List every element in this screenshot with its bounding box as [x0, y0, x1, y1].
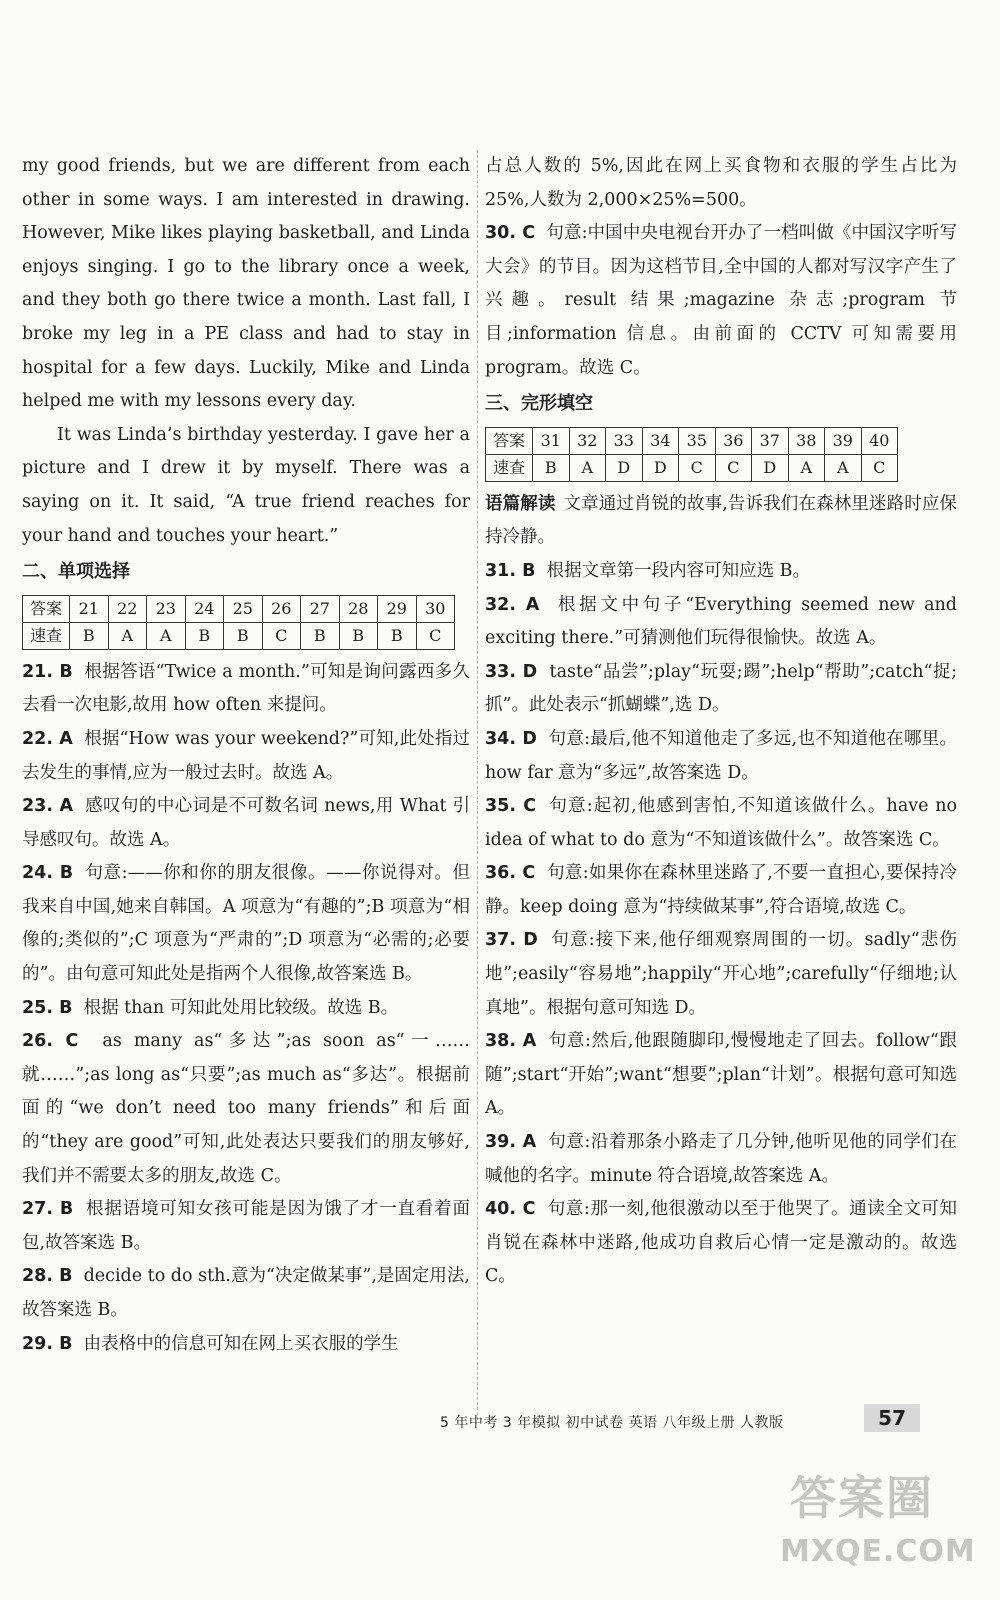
item-number: 39. A — [485, 1132, 537, 1153]
item-text: 感叹句的中心词是不可数名词 news,用 What 引导感叹句。故选 A。 — [22, 796, 470, 850]
item-number: 38. A — [485, 1031, 537, 1052]
table-answer: A — [825, 454, 862, 481]
passage-paragraph-1: my good friends, but we are different from each other in some ways. I am interested in drawing. However, Mike likes playing basketball, and Linda enjoys singing. I go to the library once a week, and they both go there twice a month. Last fall, I broke my leg in a PE class and had to stay in hospital for a few days. Luckily, Mike and Linda helped me with my lessons every day. — [22, 156, 470, 412]
item-number: 31. B — [485, 560, 536, 581]
item-number: 37. D — [485, 930, 538, 951]
table-answer: B — [224, 622, 263, 649]
item-number: 32. A — [485, 594, 540, 615]
item-text: taste“品尝”;play“玩耍;踢”;help“帮助”;catch“捉;抓”。此处表示“抓蝴蝶”,选 D。 — [485, 661, 957, 716]
passage-analysis-text: 文章通过肖锐的故事,告诉我们在森林里迷路时应保持冷静。 — [485, 493, 958, 548]
left-column — [22, 150, 470, 1361]
passage-analysis-tag: 语篇解读 — [485, 493, 556, 514]
item-text: 句意:中国中央电视台开办了一档叫做《中国汉字听写大会》的节目。因为这档节目,全中国的人都对写汉字产生了兴趣。result 结果;magazine 杂志;program 节目;information 信息。由前面的 CCTV 可知需要用 program。故选 C。 — [485, 223, 957, 378]
item-text: decide to do sth.意为“决定做某事”,是固定用法,故答案选 B。 — [22, 1266, 470, 1320]
table-number: 39 — [825, 427, 862, 454]
table-answer: C — [416, 622, 455, 649]
answer-item-28 — [22, 1260, 470, 1327]
item-number: 36. C — [485, 863, 536, 884]
table-answer: A — [147, 622, 186, 649]
table-answer: A — [569, 454, 606, 481]
answer-item-33 — [485, 656, 957, 723]
footer-book-title: 5 年中考 3 年模拟 初中试卷 英语 八年级上册 人教版 — [440, 1415, 784, 1431]
table-number: 23 — [147, 595, 186, 622]
column-divider — [477, 150, 478, 1420]
page-number: 57 — [864, 1404, 920, 1432]
item-text: 句意:起初,他感到害怕,不知道该做什么。have no idea of what to do 意为“不知道该做什么”。故答案选 C。 — [485, 796, 957, 850]
item-number: 30. C — [485, 223, 536, 244]
item-number: 35. C — [485, 796, 537, 817]
answer-item-22 — [22, 723, 470, 790]
answer-item-36 — [485, 857, 957, 924]
item-number: 26. C — [22, 1031, 79, 1052]
table-number: 36 — [715, 427, 752, 454]
answer-item-37 — [485, 924, 957, 1025]
table-number: 26 — [262, 595, 301, 622]
table-number: 22 — [108, 595, 147, 622]
table-answer: A — [788, 454, 825, 481]
item-number: 24. B — [22, 863, 74, 884]
item-text: 由表格中的信息可知在网上买衣服的学生 — [83, 1333, 399, 1354]
item-number: 28. B — [22, 1266, 73, 1287]
answer-item-24 — [22, 857, 470, 991]
item-text: 根据文中句子“Everything seemed new and exciting there.”可猜测他们玩得很愉快。故选 A。 — [485, 594, 957, 649]
watermark-url: MXQE.COM — [780, 1534, 976, 1569]
table-answer-label: 速查 — [23, 622, 70, 649]
table-number: 28 — [339, 595, 378, 622]
item-text: as many as“多达”;as soon as“一……就……”;as long as“只要”;as much as“多达”。根据前面的“we don’t need too many friends”和后面的“they are good”可知,此处表达只要我们的朋友够好,我们并不需要太多的朋友,故选 C。 — [22, 1031, 471, 1186]
item-text: 根据语境可知女孩可能是因为饿了才一直看着面包,故答案选 B。 — [22, 1199, 470, 1253]
item-number: 23. A — [22, 796, 74, 817]
table-number: 27 — [301, 595, 340, 622]
answer-item-31 — [485, 555, 957, 589]
table-answer: D — [606, 454, 643, 481]
answer-item-29-continued: 占总人数的 5%,因此在网上买食物和衣服的学生占比为 25%,人数为 2,000×25%=500。 — [485, 156, 957, 210]
item-text: 句意:接下来,他仔细观察周围的一切。sadly“悲伤地”;easily“容易地”;happily“开心地”;carefully“仔细地;认真地”。根据句意可知选 D。 — [485, 930, 957, 1018]
table-answer: C — [715, 454, 752, 481]
item-text: 句意:那一刻,他很激动以至于他哭了。通读全文可知肖锐在森林中迷路,他成功自救后心情一定是激动的。故选 C。 — [485, 1199, 957, 1287]
answer-item-29 — [22, 1328, 470, 1362]
table-number: 30 — [416, 595, 455, 622]
table-answer: B — [378, 622, 417, 649]
table-number: 25 — [224, 595, 263, 622]
table-number: 33 — [606, 427, 643, 454]
answer-item-30 — [485, 217, 957, 385]
answer-item-26 — [22, 1025, 470, 1193]
item-number: 34. D — [485, 728, 537, 749]
item-text: 句意:如果你在森林里迷路了,不要一直担心,要保持冷静。keep doing 意为“持续做某事”,符合语境,故选 C。 — [485, 863, 958, 917]
table-answer: B — [185, 622, 224, 649]
table-number: 35 — [679, 427, 716, 454]
table-number: 21 — [70, 595, 109, 622]
passage-paragraph-2: It was Linda’s birthday yesterday. I gave her a picture and I drew it by myself. There was a saying on it. It said, “A true friend reaches for your hand and touches your heart.” — [22, 424, 470, 546]
answer-item-23 — [22, 790, 470, 857]
item-number: 25. B — [22, 997, 73, 1018]
table-number: 37 — [752, 427, 789, 454]
page-footer — [440, 1402, 960, 1438]
table-answer: C — [861, 454, 898, 481]
table-answer: B — [70, 622, 109, 649]
table-number: 29 — [378, 595, 417, 622]
table-answer: D — [642, 454, 679, 481]
passage-analysis — [485, 488, 957, 555]
item-number: 40. C — [485, 1199, 536, 1220]
table-number: 32 — [569, 427, 606, 454]
item-number: 29. B — [22, 1333, 73, 1354]
answer-item-32 — [485, 589, 957, 656]
item-text: 句意:最后,他不知道他走了多远,也不知道他在哪里。how far 意为“多远”,故答案选 D。 — [485, 728, 957, 783]
item-text: 根据“How was your weekend?”可知,此处指过去发生的事情,应为一般过去时。故选 A。 — [22, 728, 470, 783]
item-number: 33. D — [485, 661, 538, 682]
answer-item-34 — [485, 723, 957, 790]
table-number: 31 — [533, 427, 570, 454]
item-text: 句意:然后,他跟随脚印,慢慢地走了回去。follow“跟随”;start“开始”;want“想要”;plan“计划”。根据句意可知选 A。 — [485, 1031, 957, 1119]
item-text: 根据 than 可知此处用比较级。故选 B。 — [83, 997, 399, 1018]
table-answer-label: 速查 — [486, 454, 533, 481]
table-header-label: 答案 — [23, 595, 70, 622]
section-3-title: 三、完形填空 — [485, 393, 593, 415]
item-text: 根据文章第一段内容可知应选 B。 — [546, 560, 810, 581]
table-answer: D — [752, 454, 789, 481]
answer-item-40 — [485, 1193, 957, 1294]
table-number: 24 — [185, 595, 224, 622]
answer-item-21 — [22, 656, 470, 723]
answer-item-39 — [485, 1126, 957, 1193]
item-number: 22. A — [22, 728, 73, 749]
watermark-title: 答案圈 — [790, 1471, 934, 1525]
answer-table-31-40 — [485, 427, 898, 482]
answer-item-25 — [22, 992, 470, 1026]
table-answer: B — [301, 622, 340, 649]
table-answer: B — [339, 622, 378, 649]
table-number: 34 — [642, 427, 679, 454]
item-number: 21. B — [22, 661, 73, 682]
table-number: 40 — [861, 427, 898, 454]
table-answer: C — [262, 622, 301, 649]
answer-item-27 — [22, 1193, 470, 1260]
table-header-label: 答案 — [486, 427, 533, 454]
answer-item-35 — [485, 790, 957, 857]
answer-table-21-30 — [22, 595, 455, 650]
table-number: 38 — [788, 427, 825, 454]
answer-item-38 — [485, 1025, 957, 1126]
table-answer: A — [108, 622, 147, 649]
item-number: 27. B — [22, 1199, 74, 1220]
item-text: 句意:沿着那条小路走了几分钟,他听见他的同学们在喊他的名字。minute 符合语境,故答案选 A。 — [485, 1132, 957, 1186]
right-column — [485, 150, 957, 1294]
watermark-logo — [770, 1462, 990, 1592]
item-text: 根据答语“Twice a month.”可知是询问露西多久去看一次电影,故用 how often 来提问。 — [22, 661, 470, 716]
table-answer: C — [679, 454, 716, 481]
item-text: 句意:——你和你的朋友很像。——你说得对。但我来自中国,她来自韩国。A 项意为“有趣的”;B 项意为“相像的;类似的”;C 项意为“严肃的”;D 项意为“必需的;必要的”。由句意可知此处是指两个人很像,故答案选 B。 — [22, 863, 470, 985]
table-answer: B — [533, 454, 570, 481]
section-2-title: 二、单项选择 — [22, 561, 130, 583]
